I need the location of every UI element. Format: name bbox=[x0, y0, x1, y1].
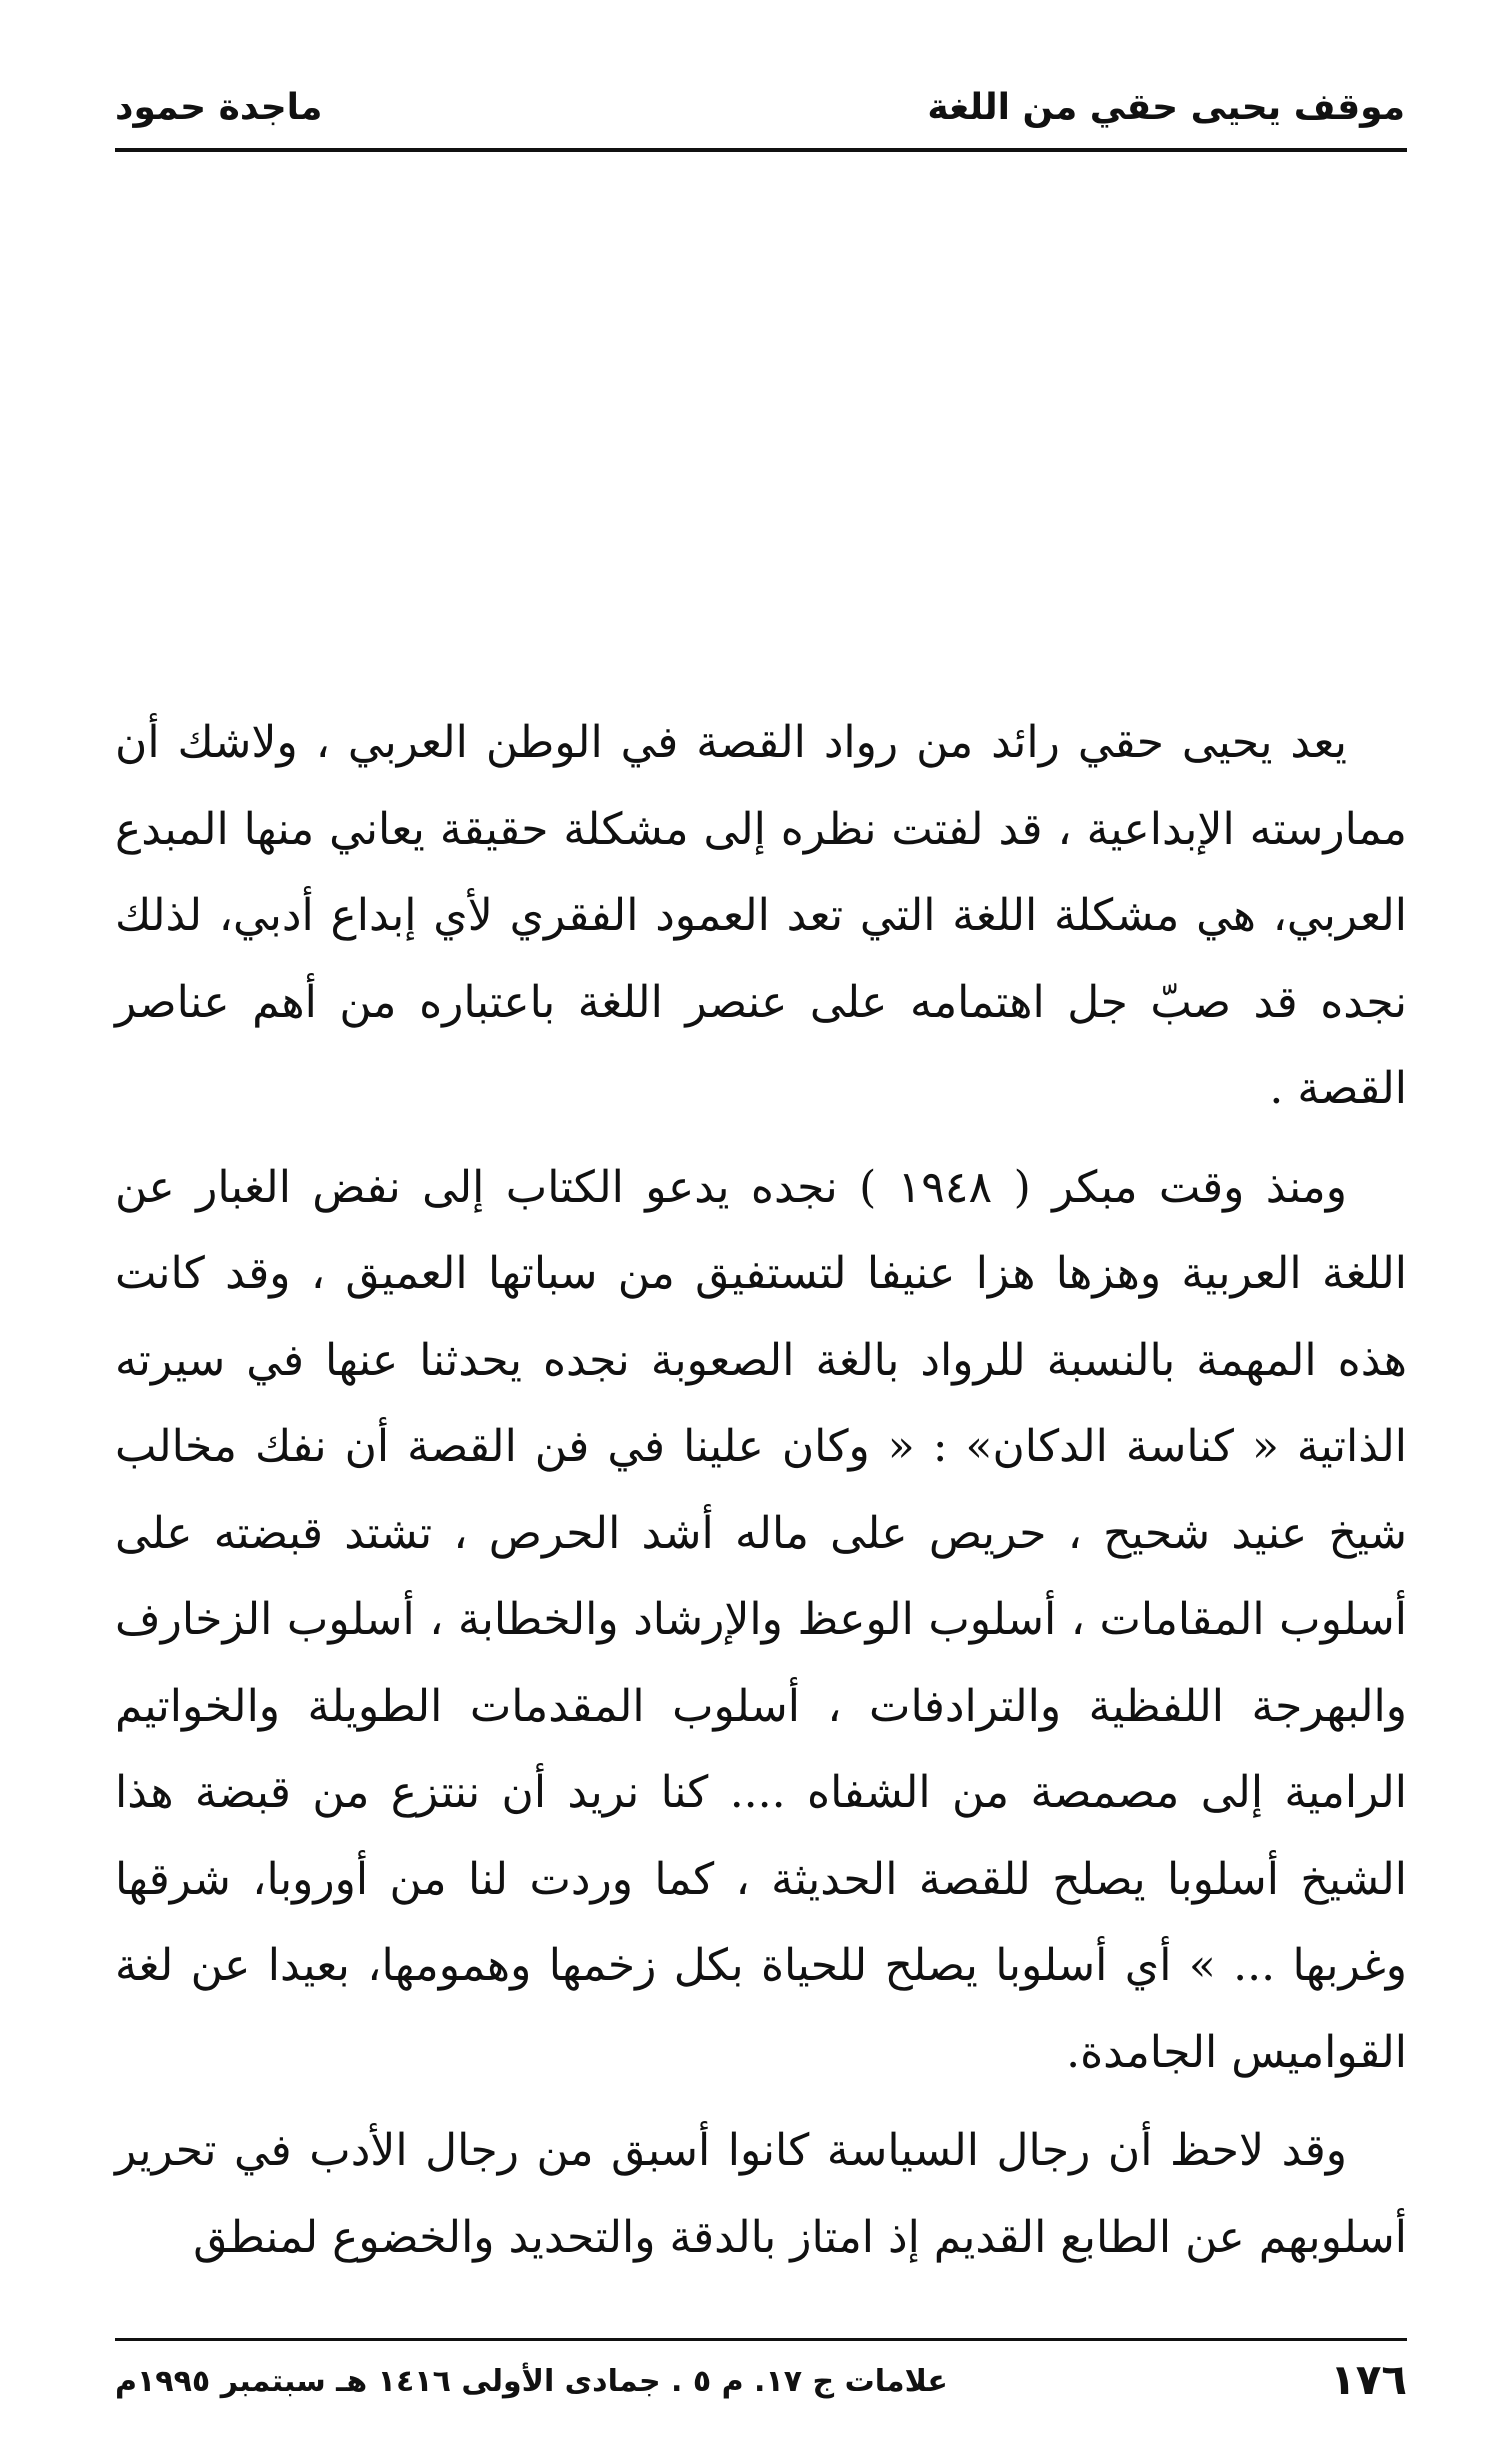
page-number: ١٧٦ bbox=[1330, 2355, 1407, 2404]
running-footer bbox=[115, 2352, 1407, 2412]
article-title: موقف يحيى حقي من اللغة bbox=[927, 87, 1405, 128]
paragraph-2: ومنذ وقت مبكر ( ١٩٤٨ ) نجده يدعو الكتاب إلى نفض الغبار عن اللغة العربية وهزها هزا عنيفا لتستفيق من سباتها العميق ، وقد كانت هذه المهمة بالنسبة للرواد بالغة الصعوبة نجده يحدثنا عنها في سيرته الذاتية « كناسة الدكان» : « وكان علينا في فن القصة أن نفك مخالب شيخ عنيد شحيح ، حريص على ماله أشد الحرص ، تشتد قبضته على أسلوب المقامات ، أسلوب الوعظ والإرشاد والخطابة ، أسلوب الزخارف والبهرجة اللفظية والترادفات ، أسلوب المقدمات الطويلة والخواتيم الرامية إلى مصمصة من الشفاه .... كنا نريد أن ننتزع من قبضة هذا الشيخ أسلوبا يصلح للقصة الحديثة ، كما وردت لنا من أوروبا، شرقها وغربها ... » أي أسلوبا يصلح للحياة بكل زخمها وهمومها، بعيدا عن لغة القواميس الجامدة. bbox=[115, 1161, 1407, 2078]
running-header bbox=[115, 78, 1405, 138]
article-body bbox=[115, 700, 1407, 2281]
footer-rule bbox=[115, 2338, 1407, 2341]
paragraph-3: وقد لاحظ أن رجال السياسة كانوا أسبق من رجال الأدب في تحرير أسلوبهم عن الطابع القديم إذ امتاز بالدقة والتحديد والخضوع لمنطق bbox=[115, 2125, 1407, 2263]
paragraph-1: يعد يحيى حقي رائد من رواد القصة في الوطن العربي ، ولاشك أن ممارسته الإبداعية ، قد لفتت نظره إلى مشكلة حقيقة يعاني منها المبدع العربي، هي مشكلة اللغة التي تعد العمود الفقري لأي إبداع أدبي، لذلك نجده قد صبّ جل اهتمامه على عنصر اللغة باعتباره من أهم عناصر القصة . bbox=[115, 717, 1407, 1114]
author-name: ماجدة حمود bbox=[115, 87, 323, 128]
journal-citation: علامات ج ١٧. م ٥ . جمادى الأولى ١٤١٦ هـ سبتمبر ١٩٩٥م bbox=[115, 2364, 948, 2399]
header-rule bbox=[115, 148, 1407, 152]
